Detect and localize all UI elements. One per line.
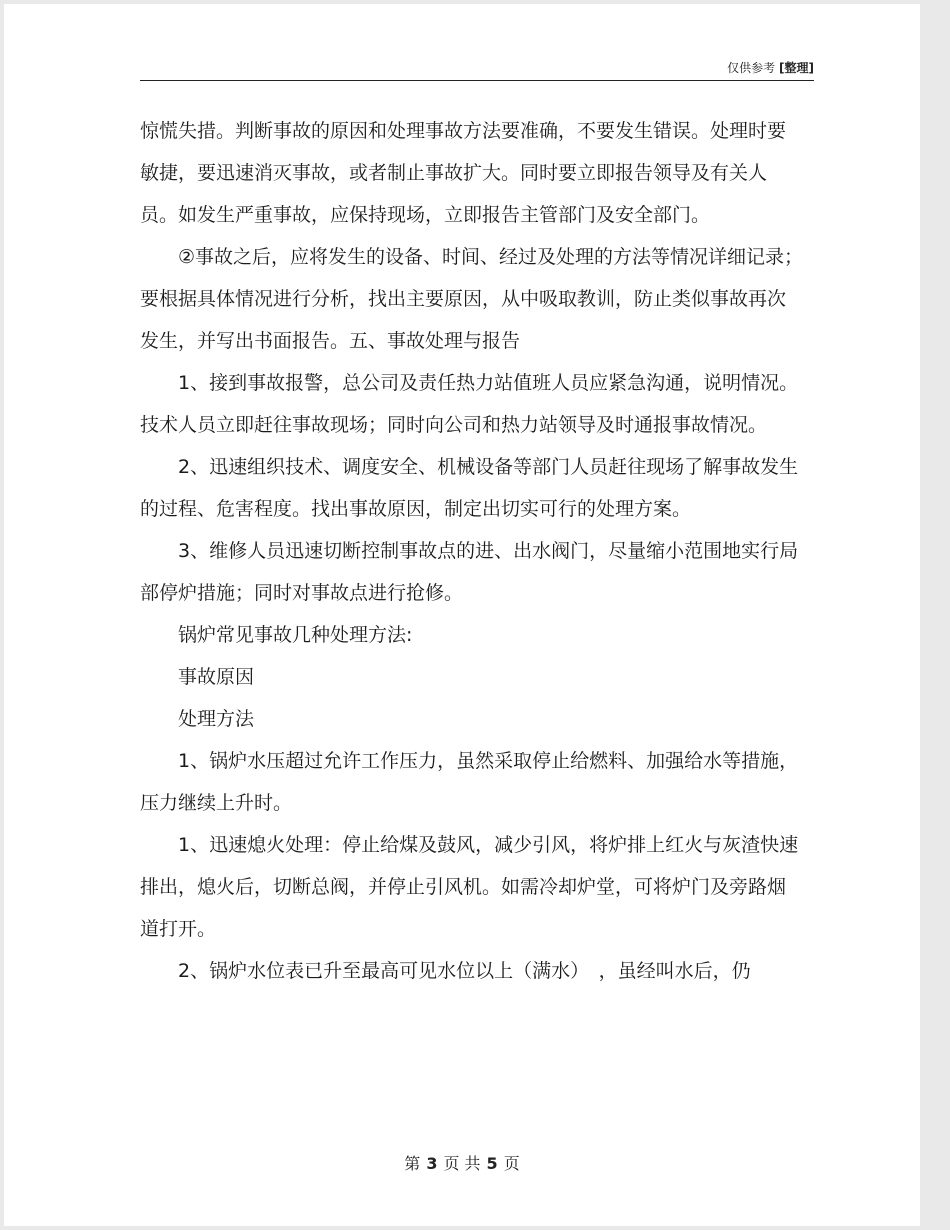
page-footer: [4, 1151, 920, 1174]
document-body: [140, 110, 804, 992]
paragraph: 2、锅炉水位表已升至最高可见水位以上（满水） ，虽经叫水后，仍: [178, 960, 751, 982]
footer-middle: 页 共: [443, 1154, 481, 1173]
page-header: [140, 60, 814, 81]
paragraph: 事故原因: [178, 666, 255, 688]
footer-suffix: 页: [503, 1154, 520, 1173]
paragraph: ②事故之后，应将发生的设备、时间、经过及处理的方法等情况详细记录；要根据具体情况进行分析，找出主要原因，从中吸取教训，防止类似事故再次发生，并写出书面报告。五、事故处理与报告: [140, 246, 804, 352]
header-bracket: [整理]: [779, 61, 814, 75]
current-page-number: 3: [426, 1154, 438, 1173]
paragraph: 1、锅炉水压超过允许工作压力，虽然采取停止给燃料、加强给水等措施，压力继续上升时。: [140, 750, 799, 814]
paragraph: 1、迅速熄火处理：停止给煤及鼓风，减少引风，将炉排上红火与灰渣快速排出，熄火后，切断总阀，并停止引风机。如需冷却炉堂，可将炉门及旁路烟道打开。: [140, 834, 799, 940]
total-page-number: 5: [486, 1154, 498, 1173]
document-page: [4, 4, 920, 1226]
header-label: 仅供参考: [727, 61, 776, 75]
paragraph: 惊慌失措。判断事故的原因和处理事故方法要准确，不要发生错误。处理时要敏捷，要迅速消灭事故，或者制止事故扩大。同时要立即报告领导及有关人员。如发生严重事故，应保持现场，立即报告主管部门及安全部门。: [140, 120, 787, 226]
paragraph: 处理方法: [178, 708, 255, 730]
paragraph: 1、接到事故报警，总公司及责任热力站值班人员应紧急沟通，说明情况。技术人员立即赶往事故现场；同时向公司和热力站领导及时通报事故情况。: [140, 372, 799, 436]
paragraph: 2、迅速组织技术、调度安全、机械设备等部门人员赶往现场了解事故发生的过程、危害程度。找出事故原因，制定出切实可行的处理方案。: [140, 456, 799, 520]
paragraph: 3、维修人员迅速切断控制事故点的进、出水阀门，尽量缩小范围地实行局部停炉措施；同时对事故点进行抢修。: [140, 540, 799, 604]
footer-prefix: 第: [404, 1154, 421, 1173]
paragraph: 锅炉常见事故几种处理方法:: [178, 624, 413, 646]
